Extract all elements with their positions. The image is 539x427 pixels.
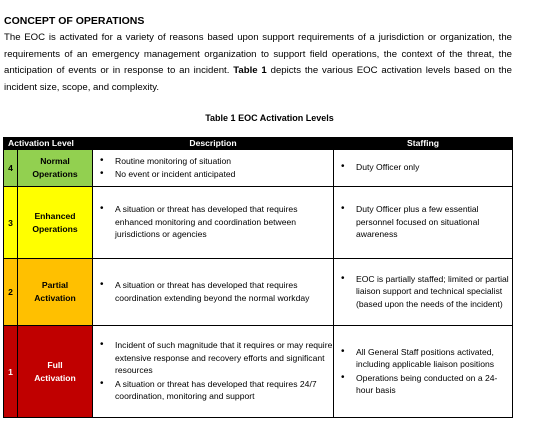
level-number: 3 bbox=[4, 187, 18, 259]
staffing-item: • All General Staff positions activated, including applicable liaison positions bbox=[334, 346, 512, 371]
level-number: 1 bbox=[4, 326, 18, 418]
staffing-cell bbox=[334, 187, 513, 259]
table-row bbox=[4, 326, 513, 418]
activation-levels-table bbox=[3, 137, 513, 418]
staffing-item: • Operations being conducted on a 24-hour basis bbox=[334, 372, 512, 397]
description-cell bbox=[93, 187, 334, 259]
level-name: Normal Operations bbox=[18, 150, 93, 187]
section-heading: CONCEPT OF OPERATIONS bbox=[4, 15, 145, 27]
description-item: • A situation or threat has developed that requires enhanced monitoring and coordination between jurisdictions or agencies bbox=[93, 203, 333, 240]
description-item: • A situation or threat has developed that requires coordination extending beyond the normal workday bbox=[93, 279, 333, 304]
description-cell bbox=[93, 150, 334, 187]
table-caption: Table 1 EOC Activation Levels bbox=[205, 113, 334, 123]
description-item: • A situation or threat has developed that requires 24/7 coordination, monitoring and support bbox=[93, 378, 333, 403]
table-row bbox=[4, 259, 513, 326]
header-activation-level: Activation Level bbox=[4, 138, 93, 150]
intro-text-after: depicts the various EOC activation levels based on the incident size, scope, and complexity. bbox=[4, 65, 512, 93]
table-header-row bbox=[4, 138, 513, 150]
staffing-item: • EOC is partially staffed; limited or partial liaison support and technical specialist (based upon the needs of the incident) bbox=[334, 273, 512, 310]
level-name: Partial Activation bbox=[18, 259, 93, 326]
description-cell bbox=[93, 326, 334, 418]
description-cell bbox=[93, 259, 334, 326]
level-number: 4 bbox=[4, 150, 18, 187]
description-item: • No event or incident anticipated bbox=[93, 168, 333, 180]
description-item: • Routine monitoring of situation bbox=[93, 155, 333, 167]
intro-paragraph bbox=[4, 30, 512, 96]
staffing-cell bbox=[334, 150, 513, 187]
staffing-item: • Duty Officer only bbox=[334, 161, 512, 173]
level-name: Full Activation bbox=[18, 326, 93, 418]
level-number: 2 bbox=[4, 259, 18, 326]
description-item: • Incident of such magnitude that it requires or may require extensive response and recovery efforts and significant resources bbox=[93, 339, 333, 376]
table-row bbox=[4, 150, 513, 187]
staffing-cell bbox=[334, 259, 513, 326]
staffing-item: • Duty Officer plus a few essential personnel focused on situational awareness bbox=[334, 203, 512, 240]
level-name: Enhanced Operations bbox=[18, 187, 93, 259]
intro-text-before: The EOC is activated for a variety of reasons based upon support requirements of a jurisdiction or organization, the requirements of an emergency management organization to support field operations, the context of the threat, the anticipation of events or in response to an incident. bbox=[4, 32, 512, 77]
header-description: Description bbox=[93, 138, 334, 150]
staffing-cell bbox=[334, 326, 513, 418]
header-staffing: Staffing bbox=[334, 138, 513, 150]
table-row bbox=[4, 187, 513, 259]
table-reference: Table 1 bbox=[233, 65, 267, 77]
